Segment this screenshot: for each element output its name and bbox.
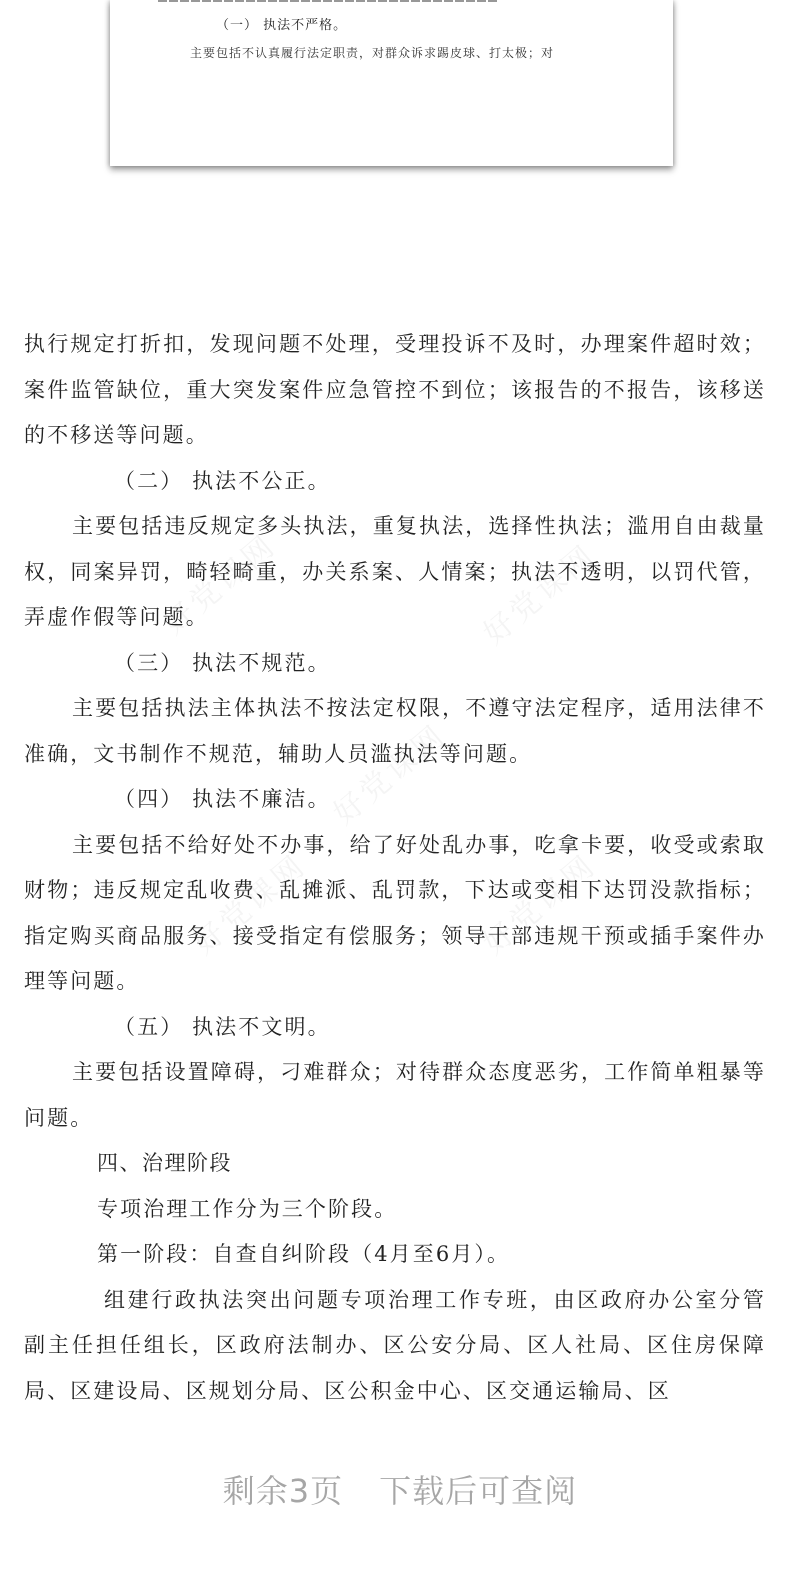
document-body [0,322,800,1414]
watermark: 好党课网 [156,527,284,642]
download-prompt[interactable] [0,1466,800,1512]
paragraph-4: 主要包括不给好处不办事，给了好处乱办事，吃拿卡要，收受或索取财物；违反规定乱收费、乱摊派、乱罚款，下达或变相下达罚没款指标；指定购买商品服务、接受指定有偿服务；领导干部违规干预或插手案件办理等问题。 [24,832,766,993]
paragraph-8: 组建行政执法突出问题专项治理工作专班，由区政府办公室分管副主任担任组长，区政府法制办、区公安分局、区人社局、区住房保障局、区建设局、区规划分局、区公积金中心、区交通运输局、区 [24,1287,766,1403]
preview-heading: （一） 执法不严格。 [216,18,348,33]
subheading-5: （五） 执法不文明。 [114,1014,331,1039]
section-heading: 四、治理阶段 [97,1151,232,1175]
paragraph-3: 主要包括执法主体执法不按法定权限，不遵守法定程序，适用法律不准确，文书制作不规范，辅助人员滥执法等问题。 [24,696,766,766]
watermark: 好党课网 [476,537,604,652]
watermark: 好党课网 [186,847,314,962]
paragraph-2: 主要包括违反规定多头执法，重复执法，选择性执法；滥用自由裁量权，同案异罚，畸轻畸重，办关系案、人情案；执法不透明，以罚代管，弄虚作假等问题。 [24,514,766,629]
previous-page-preview [110,0,673,166]
remaining-pages-label[interactable]: 剩余3页 [222,1472,344,1510]
subheading-4: （四） 执法不廉洁。 [114,787,331,811]
download-to-view-label[interactable]: 下载后可查阅 [379,1472,578,1510]
subheading-2: （二） 执法不公正。 [114,468,331,493]
subheading-3: （三） 执法不规范。 [114,650,331,675]
paragraph-7: 第一阶段：自查自纠阶段（4月至6月）。 [97,1242,511,1266]
paragraph-5: 主要包括设置障碍，刁难群众；对待群众态度恶劣，工作简单粗暴等问题。 [24,1060,766,1130]
cut-off-text-line [158,0,498,2]
paragraph-6: 专项治理工作分为三个阶段。 [97,1196,398,1221]
watermark: 好党课网 [326,717,454,832]
paragraph-continued: 执行规定打折扣，发现问题不处理，受理投诉不及时，办理案件超时效；案件监管缺位，重大突发案件应急管控不到位；该报告的不报告，该移送的不移送等问题。 [24,332,766,447]
preview-text-line: 主要包括不认真履行法定职责，对群众诉求踢皮球、打太极；对 [190,46,555,60]
watermark: 好党课网 [476,847,604,962]
